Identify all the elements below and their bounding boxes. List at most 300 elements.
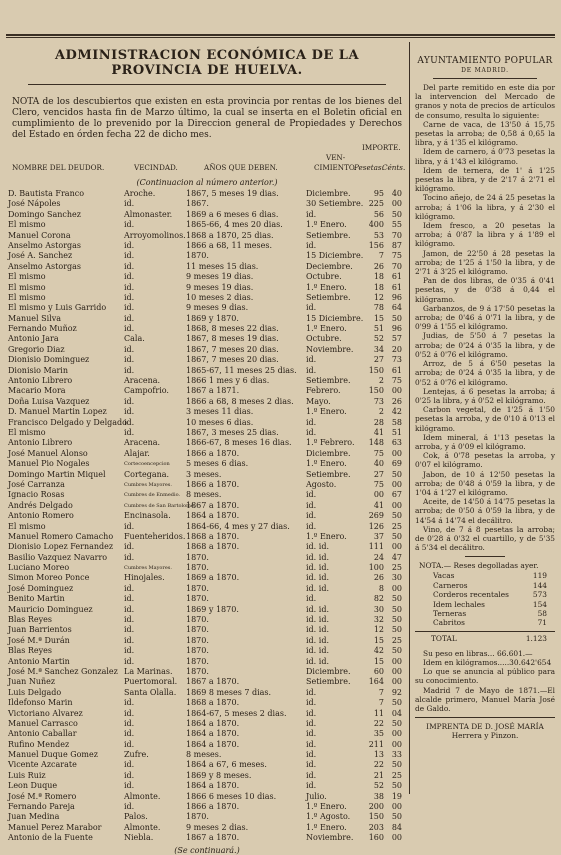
tally-value: 119 bbox=[532, 571, 547, 581]
vecindad: Cala. bbox=[124, 334, 145, 344]
pesetas: 12 bbox=[373, 292, 384, 302]
years-owed: 1869 a 6 meses 6 dias. bbox=[186, 209, 279, 219]
vecindad: id. bbox=[124, 417, 135, 427]
pesetas: 51 bbox=[373, 324, 384, 334]
vencimiento: id. bbox=[306, 417, 317, 427]
years-owed: 9 meses 19 dias. bbox=[186, 282, 254, 292]
table-row bbox=[8, 428, 406, 438]
vencimiento: id. bbox=[306, 781, 317, 791]
price-paragraph: Idem de carnero, á 0'73 pesetas la libra, y á 1'43 el kilógramo. bbox=[415, 147, 555, 166]
price-paragraph: Jamon, de 22'50 á 28 pesetas la arroba; de 1'25 á 1'50 la libra, y de 2'71 á 3'25 el kilógramo. bbox=[415, 248, 555, 277]
years-owed: 1866 a 68, 8 meses 2 dias. bbox=[186, 396, 294, 406]
years-owed: 1869 y 8 meses. bbox=[186, 770, 252, 780]
debtor-name: Leon Duque bbox=[8, 781, 58, 791]
debtor-name: Dionisio Dominguez bbox=[8, 355, 90, 365]
debtor-name: El mismo y Luis Garrido bbox=[8, 303, 107, 313]
vecindad: id. bbox=[124, 770, 135, 780]
vencimiento: id. bbox=[306, 240, 317, 250]
years-owed: 9 meses 9 dias. bbox=[186, 303, 249, 313]
vecindad: id. bbox=[124, 615, 135, 625]
debtor-name: José M.ª Romero bbox=[8, 791, 77, 801]
pesetas: 27 bbox=[373, 469, 384, 479]
pesetas: 7 bbox=[378, 687, 384, 697]
pesetas: 52 bbox=[373, 334, 384, 344]
vecindad: id. bbox=[124, 552, 135, 562]
years-owed: 8 meses. bbox=[186, 750, 222, 760]
vecindad: Zufre. bbox=[124, 750, 149, 760]
pesetas: 126 bbox=[368, 521, 384, 531]
vecindad: id. bbox=[124, 625, 135, 635]
tally-row bbox=[415, 609, 555, 618]
vencimiento: id. bbox=[306, 698, 317, 708]
debtor-name: Luis Delgado bbox=[8, 687, 62, 697]
vecindad: id. bbox=[124, 344, 135, 354]
table-row bbox=[8, 376, 406, 386]
years-owed: 1868, 8 meses 22 dias. bbox=[186, 324, 279, 334]
table-row bbox=[8, 594, 406, 604]
vecindad: id. bbox=[124, 760, 135, 770]
vecindad: Cortecoencepcion bbox=[124, 461, 170, 468]
pesetas: 15 bbox=[373, 635, 384, 645]
vencimiento: Setiembre. bbox=[306, 677, 351, 687]
main-column bbox=[8, 42, 406, 855]
debtor-name: Francisco Delgado y Delgado bbox=[8, 417, 127, 427]
debtor-name: Manuel Duque Gomez bbox=[8, 750, 98, 760]
table-row bbox=[8, 231, 406, 241]
centimos: 00 bbox=[391, 479, 402, 489]
vencimiento: id. bbox=[306, 427, 317, 437]
debtor-name: Blas Reyes bbox=[8, 646, 52, 656]
header-cents: Cénts. bbox=[382, 163, 406, 172]
centimos: 25 bbox=[391, 563, 402, 573]
table-header bbox=[8, 143, 406, 177]
centimos: 50 bbox=[391, 604, 402, 614]
centimos: 00 bbox=[391, 542, 402, 552]
vencimiento: id. bbox=[306, 760, 317, 770]
debtor-name: Manuel Romero Camacho bbox=[8, 531, 114, 541]
vecindad: id. bbox=[124, 635, 135, 645]
vencimiento: Diciembre. bbox=[306, 448, 351, 458]
debtor-name: El mismo bbox=[8, 521, 46, 531]
centimos: 50 bbox=[391, 531, 402, 541]
debtor-name: Domingo Sanchez bbox=[8, 209, 81, 219]
centimos: 50 bbox=[391, 469, 402, 479]
tally-title: NOTA.— Reses degolladas ayer. bbox=[419, 561, 539, 571]
debtor-name: Luis Ruiz bbox=[8, 770, 46, 780]
years-owed: 1864 a 1870. bbox=[186, 729, 240, 739]
price-paragraph: Idem fresco, a 20 pesetas la arroba; á 0'87 la libra y á 1'89 el kilógramo. bbox=[415, 221, 555, 249]
pesetas: 52 bbox=[373, 781, 384, 791]
years-owed: 1868 a 1870. bbox=[186, 698, 240, 708]
pesetas: 150 bbox=[368, 812, 384, 822]
years-owed: 1864-66, 4 mes y 27 dias. bbox=[186, 521, 290, 531]
tally-value: 573 bbox=[532, 590, 547, 600]
price-paragraph: Lentejas, á 6 pesetas la arroba; á 0'25 la libra, y á 0'52 el kilógramo. bbox=[415, 386, 555, 405]
table-row bbox=[8, 303, 406, 313]
debtor-name: Gregorio Diaz bbox=[8, 344, 65, 354]
centimos: 42 bbox=[391, 407, 402, 417]
vencimiento: 15 Diciembre. bbox=[306, 251, 364, 261]
years-owed: 1868 a 1870. bbox=[186, 542, 240, 552]
tally-label: Carneros bbox=[433, 580, 468, 590]
centimos: 50 bbox=[391, 625, 402, 635]
debtor-name: Fernando Muñoz bbox=[8, 324, 77, 334]
vencimiento: id. id. bbox=[306, 542, 329, 552]
vencimiento: id. bbox=[306, 708, 317, 718]
years-owed: 1867, 8 meses 19 dias. bbox=[186, 334, 279, 344]
debtor-name: Domingo Martin Miquel bbox=[8, 469, 106, 479]
table-row bbox=[8, 709, 406, 719]
centimos: 00 bbox=[391, 802, 402, 812]
years-owed: 1867 a 1871. bbox=[186, 386, 240, 396]
years-owed: 1870. bbox=[186, 552, 209, 562]
closing-paragraph: Madrid 7 de Mayo de 1871.—El alcalde primero, Manuel María José de Galdo. bbox=[415, 685, 555, 713]
years-owed: 1867 a 1870. bbox=[186, 500, 240, 510]
pesetas: 11 bbox=[373, 708, 384, 718]
years-owed: 1866 6 meses 10 dias. bbox=[186, 791, 277, 801]
vencimiento: 1.º Enero. bbox=[306, 802, 347, 812]
vecindad: Cumbres Mayores. bbox=[124, 481, 172, 488]
centimos: 50 bbox=[391, 209, 402, 219]
years-owed: 1870. bbox=[186, 656, 209, 666]
table-row bbox=[8, 625, 406, 635]
vecindad: id. bbox=[124, 656, 135, 666]
centimos: 00 bbox=[391, 656, 402, 666]
pesetas: 27 bbox=[373, 355, 384, 365]
vencimiento: Julio. bbox=[306, 791, 327, 801]
centimos: 70 bbox=[391, 230, 402, 240]
years-owed: 1870. bbox=[186, 666, 209, 676]
table-row bbox=[8, 199, 406, 209]
debtor-name: Andrés Delgado bbox=[8, 500, 73, 510]
years-owed: 1870. bbox=[186, 635, 209, 645]
table-row bbox=[8, 812, 406, 822]
table-row bbox=[8, 355, 406, 365]
centimos: 00 bbox=[391, 739, 402, 749]
debtor-name: José Dominguez bbox=[8, 583, 74, 593]
imprenta-line: IMPRENTA DE D. JOSÉ MARÍA Herrera y Pinzon. bbox=[426, 722, 544, 741]
years-owed: 1870. bbox=[186, 594, 209, 604]
debtor-name: José M.ª Durán bbox=[8, 635, 70, 645]
table-row bbox=[8, 314, 406, 324]
vencimiento: id. bbox=[306, 770, 317, 780]
table-row bbox=[8, 573, 406, 583]
sidebar-subtitle: DE MADRID. bbox=[461, 67, 509, 74]
centimos: 00 bbox=[391, 448, 402, 458]
top-rule bbox=[6, 34, 555, 36]
debtor-name: El mismo bbox=[8, 220, 46, 230]
price-paragraph: Garbanzos, de 9 á 17'50 pesetas la arroba; de 0'46 á 0'71 la libra, y de 0'99 á 1'55 el kilógramo. bbox=[415, 303, 555, 332]
vencimiento: id. id. bbox=[306, 583, 329, 593]
centimos: 96 bbox=[391, 324, 402, 334]
debtor-name: Juan Barrientos bbox=[8, 625, 72, 635]
tally-label: Idem lechales bbox=[433, 599, 485, 609]
pesetas: 30 bbox=[373, 604, 384, 614]
vecindad: Puertomoral. bbox=[124, 677, 178, 687]
vecindad: id. bbox=[124, 594, 135, 604]
centimos: 55 bbox=[391, 220, 402, 230]
table-row bbox=[8, 729, 406, 739]
total-value: 1.123 bbox=[525, 633, 547, 643]
table-row bbox=[8, 511, 406, 521]
top-rule-thin bbox=[6, 37, 555, 38]
table-row bbox=[8, 553, 406, 563]
pesetas: 150 bbox=[368, 365, 384, 375]
centimos: 61 bbox=[391, 272, 402, 282]
tally-value: 71 bbox=[537, 618, 547, 628]
years-owed: 1865-67, 11 meses 25 dias. bbox=[186, 365, 297, 375]
vecindad: Cumbres de Enmedio. bbox=[124, 492, 181, 499]
vencimiento: Setiembre. bbox=[306, 230, 351, 240]
price-paragraph: Cok, á 0'78 pesetas la arroba, y 0'07 el kilógramo. bbox=[415, 451, 555, 470]
debtor-name: Ignacio Rosas bbox=[8, 490, 65, 500]
debtor-name: Antonio Librero bbox=[8, 438, 73, 448]
vecindad: id. bbox=[124, 708, 135, 718]
vencimiento: 15 Diciembre. bbox=[306, 313, 364, 323]
centimos: 51 bbox=[391, 427, 402, 437]
vencimiento: Diciembre. bbox=[306, 189, 351, 198]
table-row bbox=[8, 366, 406, 376]
pesetas: 42 bbox=[373, 646, 384, 656]
tally-row bbox=[415, 590, 555, 599]
pesetas: 73 bbox=[373, 396, 384, 406]
centimos: 50 bbox=[391, 615, 402, 625]
debtor-name: Juan Medina bbox=[8, 812, 60, 822]
centimos: 87 bbox=[391, 240, 402, 250]
price-paragraph: Judias, de 5'50 á 7 pesetas la arroba; de 0'24 á 0'35 la libra, y de 0'52 á 0'76 el kilógramo. bbox=[415, 331, 555, 359]
centimos: 58 bbox=[391, 417, 402, 427]
vencimiento: Octubre. bbox=[306, 334, 342, 344]
vecindad: Campofrio. bbox=[124, 386, 169, 396]
years-owed: 1866 a 1870. bbox=[186, 479, 240, 489]
table-row bbox=[8, 688, 406, 698]
pesetas: 37 bbox=[373, 531, 384, 541]
debtor-name: Macario Mora bbox=[8, 386, 66, 396]
pesetas: 12 bbox=[373, 625, 384, 635]
vecindad: id. bbox=[124, 396, 135, 406]
centimos: 61 bbox=[391, 365, 402, 375]
pesetas: 211 bbox=[368, 739, 384, 749]
vencimiento: id. bbox=[306, 500, 317, 510]
table-row bbox=[8, 781, 406, 791]
table-row bbox=[8, 293, 406, 303]
sidebar-rule bbox=[433, 78, 537, 79]
centimos: 50 bbox=[391, 781, 402, 791]
pesetas: 35 bbox=[373, 729, 384, 739]
centimos: 19 bbox=[391, 791, 402, 801]
vecindad: Hinojales. bbox=[124, 573, 165, 583]
vencimiento: id. bbox=[306, 355, 317, 365]
debtor-name: Luciano Moreo bbox=[8, 563, 70, 573]
vecindad: id. bbox=[124, 199, 135, 209]
pesetas: 26 bbox=[373, 573, 384, 583]
centimos: 50 bbox=[391, 812, 402, 822]
vencimiento: id. bbox=[306, 209, 317, 219]
pesetas: 18 bbox=[373, 272, 384, 282]
table-row bbox=[8, 542, 406, 552]
pesetas: 22 bbox=[373, 718, 384, 728]
debtor-name: Vicente Azcarate bbox=[8, 760, 77, 770]
vecindad: Arroyomolinos. bbox=[124, 230, 186, 240]
debtor-name: Blas Reyes bbox=[8, 615, 52, 625]
table-row bbox=[8, 324, 406, 334]
table-row bbox=[8, 490, 406, 500]
centimos: 70 bbox=[391, 261, 402, 271]
pesetas: 13 bbox=[373, 750, 384, 760]
pesetas: 7 bbox=[378, 698, 384, 708]
vecindad: id. bbox=[124, 427, 135, 437]
centimos: 50 bbox=[391, 594, 402, 604]
table-row bbox=[8, 334, 406, 344]
centimos: 47 bbox=[391, 552, 402, 562]
vencimiento: id. id. bbox=[306, 635, 329, 645]
vencimiento: Deciembre. bbox=[306, 261, 353, 271]
price-paragraph: Tocino añejo, de 24 á 25 pesetas la arroba; á 1'06 la libra, y á 2'30 el kilógramo. bbox=[415, 193, 555, 221]
debtor-name: Fernando Pareja bbox=[8, 802, 75, 812]
pesetas: 225 bbox=[368, 199, 384, 209]
years-owed: 3 meses. bbox=[186, 469, 222, 479]
vecindad: id. bbox=[124, 604, 135, 614]
centimos: 67 bbox=[391, 490, 402, 500]
vencimiento: Setiembre. bbox=[306, 292, 351, 302]
vencimiento: Diciembre. bbox=[306, 666, 351, 676]
debtor-name: Manuel Silva bbox=[8, 313, 61, 323]
years-owed: 10 meses 2 dias. bbox=[186, 292, 254, 302]
header-deudor: NOMBRE DEL DEUDOR. bbox=[12, 163, 105, 172]
sidebar-divider bbox=[465, 556, 505, 557]
debtor-name: Manuel Carrasco bbox=[8, 718, 78, 728]
centimos: 50 bbox=[391, 313, 402, 323]
vecindad: id. bbox=[124, 646, 135, 656]
table-row bbox=[8, 262, 406, 272]
pesetas: 7 bbox=[378, 251, 384, 261]
table-row bbox=[8, 771, 406, 781]
centimos: 61 bbox=[391, 282, 402, 292]
table-row bbox=[8, 657, 406, 667]
debtor-name: Manuel Corona bbox=[8, 230, 71, 240]
centimos: 73 bbox=[391, 355, 402, 365]
vencimiento: id. id. bbox=[306, 656, 329, 666]
pesetas: 150 bbox=[368, 386, 384, 396]
years-owed: 1866 a 1870. bbox=[186, 448, 240, 458]
debtor-name: José A. Sanchez bbox=[8, 251, 73, 261]
vecindad: id. bbox=[124, 739, 135, 749]
debtor-name: Mauricio Dominguez bbox=[8, 604, 93, 614]
vencimiento: id. id. bbox=[306, 625, 329, 635]
pesetas: 15 bbox=[373, 313, 384, 323]
years-owed: 9 meses 19 dias. bbox=[186, 272, 254, 282]
price-paragraph: Idem mineral, á 1'13 pesetas la arroba, y á 0'09 el kilógramo. bbox=[415, 432, 555, 451]
table-row bbox=[8, 438, 406, 448]
centimos: 30 bbox=[391, 573, 402, 583]
centimos: 75 bbox=[391, 251, 402, 261]
vecindad: id. bbox=[124, 220, 135, 230]
debtor-name: José M.ª Sanchez Gonzalez bbox=[8, 666, 118, 676]
continuation-note: (Continuacion al número anterior.) bbox=[136, 178, 278, 187]
years-owed: 1867, 3 meses 25 dias. bbox=[186, 427, 279, 437]
vecindad: id. bbox=[124, 303, 135, 313]
years-owed: 1867. bbox=[186, 199, 209, 209]
vecindad: id. bbox=[124, 542, 135, 552]
vecindad: id. bbox=[124, 718, 135, 728]
vecindad: id. bbox=[124, 272, 135, 282]
pesetas: 41 bbox=[373, 500, 384, 510]
table-row bbox=[8, 220, 406, 230]
debtor-name: Antonio de la Fuente bbox=[8, 833, 93, 843]
debtor-name: José Carranza bbox=[8, 479, 65, 489]
tally-value: 154 bbox=[532, 599, 547, 609]
tally-label: Cabritos bbox=[433, 618, 465, 628]
pesetas: 75 bbox=[373, 479, 384, 489]
sidebar-column bbox=[415, 42, 555, 797]
vencimiento: id. id. bbox=[306, 573, 329, 583]
continued-note: (Se continuará.) bbox=[174, 845, 240, 855]
years-owed: 1870. bbox=[186, 615, 209, 625]
debtor-name: Antonio Romero bbox=[8, 511, 74, 521]
vencimiento: Setiembre. bbox=[306, 376, 351, 386]
vecindad: Almonte. bbox=[124, 822, 161, 832]
debtor-name: Basilio Vazquez Navarro bbox=[8, 552, 108, 562]
vencimiento: 1.º Febrero. bbox=[306, 438, 355, 448]
vencimiento: id. bbox=[306, 490, 317, 500]
tally-row bbox=[415, 600, 555, 609]
pesetas: 160 bbox=[368, 833, 384, 843]
vecindad: La Marinas. bbox=[124, 666, 173, 676]
years-owed: 1867, 7 meses 20 dias. bbox=[186, 344, 279, 354]
centimos: 57 bbox=[391, 334, 402, 344]
vecindad: id. bbox=[124, 781, 135, 791]
column-divider bbox=[409, 42, 410, 794]
vecindad: id. bbox=[124, 521, 135, 531]
years-owed: 1869 y 1870. bbox=[186, 313, 239, 323]
vecindad: id. bbox=[124, 313, 135, 323]
table-row bbox=[8, 522, 406, 532]
pesetas: 26 bbox=[373, 261, 384, 271]
debtor-name: Dionisio Marin bbox=[8, 365, 69, 375]
page-title: ADMINISTRACION ECONÓMICA DE LA PROVINCIA DE HUELVA. bbox=[54, 48, 360, 78]
centimos: 00 bbox=[391, 500, 402, 510]
header-importe: IMPORTE. bbox=[362, 143, 401, 152]
debtor-name: José Manuel Alonso bbox=[8, 448, 88, 458]
vencimiento: Mayo. bbox=[306, 396, 331, 406]
years-owed: 1866 a 1870. bbox=[186, 802, 240, 812]
vencimiento: 1.º Enero. bbox=[306, 407, 347, 417]
vecindad: Aracena. bbox=[124, 376, 161, 386]
pesetas: 95 bbox=[373, 189, 384, 198]
centimos: 25 bbox=[391, 521, 402, 531]
centimos: 00 bbox=[391, 583, 402, 593]
debtor-name: D. Bautista Franco bbox=[8, 189, 85, 198]
vencimiento: id. id. bbox=[306, 563, 329, 573]
tally-label: Vacas bbox=[433, 571, 455, 581]
years-owed: 5 meses 6 dias. bbox=[186, 459, 249, 469]
vecindad: id. bbox=[124, 282, 135, 292]
table-row bbox=[8, 563, 406, 573]
centimos: 75 bbox=[391, 376, 402, 386]
pesetas: 82 bbox=[373, 594, 384, 604]
centimos: 00 bbox=[391, 199, 402, 209]
centimos: 26 bbox=[391, 396, 402, 406]
years-owed: 1869 y 1870. bbox=[186, 604, 239, 614]
debtor-name: Doña Luisa Vazquez bbox=[8, 396, 90, 406]
pesetas: 400 bbox=[368, 220, 384, 230]
years-owed: 1867 a 1870. bbox=[186, 833, 240, 843]
vecindad: id. bbox=[124, 365, 135, 375]
table-row bbox=[8, 345, 406, 355]
debtor-name: Rufino Mendez bbox=[8, 739, 70, 749]
vencimiento: Setiembre. bbox=[306, 469, 351, 479]
vecindad: Cumbres Mayores. bbox=[124, 565, 172, 572]
